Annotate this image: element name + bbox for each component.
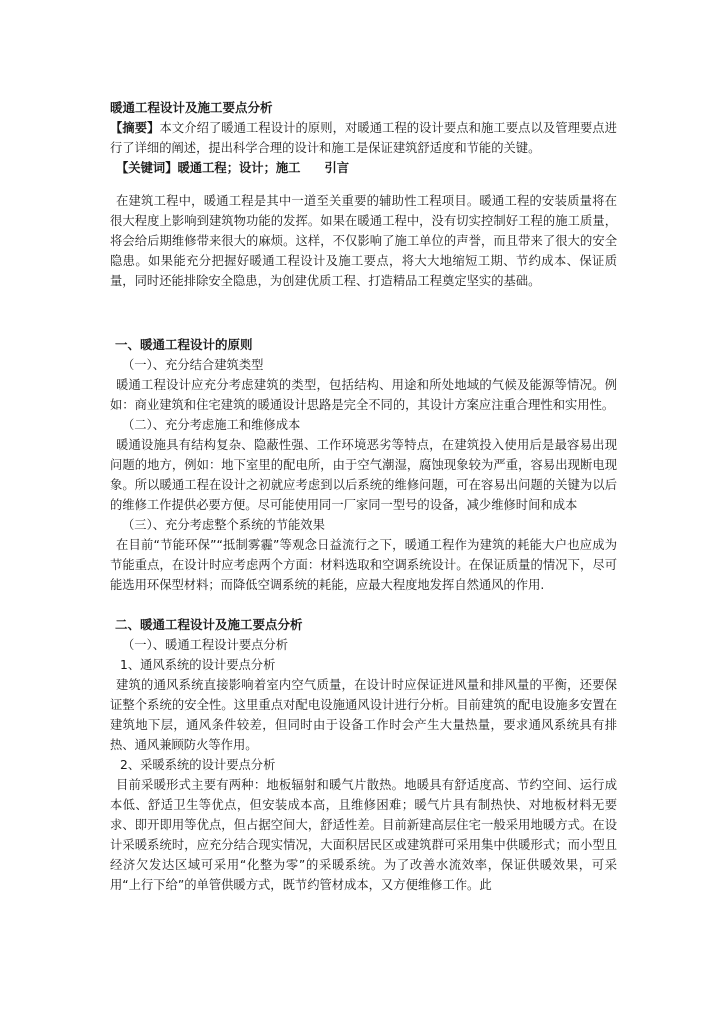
section1-item1-heading: （一）、充分结合建筑类型: [122, 358, 264, 372]
section1-item3-heading: （三）、充分考虑整个系统的节能效果: [122, 518, 325, 532]
section2-item2-heading: 2、采暖系统的设计要点分析: [120, 758, 276, 772]
section2-item2-text: 目前采暖形式主要有两种：地板辐射和暖气片散热。地暖具有舒适度高、节约空间、运行成本低、舒适卫生等优点，但安装成本高，且维修困难；暖气片具有制热快、对地板材料无要求、即开即用等优点，但占据空间大，舒适性差。目前新建高层住宅一般采用地暖方式。在设计采暖系统时，应充分结合现实情况，大面积居民区或建筑群可采用集中供暖形式；而小型且经济欠发达区域可采用“化整为零”的采暖系统。为了改善水流效率，保证供暖效果，可采用“上行下给”的单管供暖方式，既节约管材成本，又方便维修工作。此: [110, 778, 617, 892]
section2-item1-text: 建筑的通风系统直接影响着室内空气质量，在设计时应保证进风量和排风量的平衡，还要保证整个系统的安全性。这里重点对配电设施通风设计进行分析。目前建筑的配电设施多安置在建筑地下层，通风条件较差，但同时由于设备工作时会产生大量热量，要求通风系统具有排热、通风兼顾防火等作用。: [110, 678, 617, 752]
intro-paragraph: 在建筑工程中，暖通工程是其中一道至关重要的辅助性工程项目。暖通工程的安装质量将在很大程度上影响到建筑物功能的发挥。如果在暖通工程中，没有切实控制好工程的施工质量，将会给后期维修带来很大的麻烦。这样，不仅影响了施工单位的声誉，而且带来了很大的安全隐患。如果能充分把握好暖通工程设计及施工要点，将大大地缩短工期、节约成本、保证质量，同时还能排除安全隐患，为创建优质工程、打造精品工程奠定坚实的基础。: [110, 194, 617, 288]
section2-item1-heading: 1、通风系统的设计要点分析: [120, 658, 276, 672]
keywords-label: 【关键词】: [116, 161, 178, 175]
section1-heading: 一、暖通工程设计的原则: [115, 337, 253, 352]
section2-subheading: （一）、暖通工程设计要点分析: [122, 638, 289, 652]
section1-item2-text: 暖通设施具有结构复杂、隐蔽性强、工作环境恶劣等特点，在建筑投入使用后是最容易出现问题的地方，例如：地下室里的配电所，由于空气潮湿，腐蚀现象较为严重，容易出现断电现象。所以暖通工程在设计之初就应考虑到以后系统的维修问题，可在容易出问题的关键为以后的维修工作提供必要方便。尽可能使用同一厂家同一型号的设备，减少维修时间和成本: [110, 438, 617, 512]
keywords-text: 暖通工程；设计；施工: [177, 161, 301, 175]
intro-heading: 引言: [324, 161, 350, 175]
abstract-paragraph: [110, 118, 617, 158]
keywords-line: [110, 158, 617, 178]
section1-item2-heading: （二）、充分考虑施工和维修成本: [122, 418, 301, 432]
document-title: 暖通工程设计及施工要点分析: [110, 100, 273, 115]
abstract-text: 本文介绍了暖通工程设计的原则，对暖通工程的设计要点和施工要点以及管理要点进行了详细的阐述，提出科学合理的设计和施工是保证建筑舒适度和节能的关键。: [110, 121, 617, 155]
section1-item3-text: 在目前“节能环保”“抵制雾霾”等观念日益流行之下，暖通工程作为建筑的耗能大户也应成为节能重点，在设计时应考虑两个方面：材料选取和空调系统设计。在保证质量的情况下，尽可能选用环保型材料；而降低空调系统的耗能，应最大程度地发挥自然通风的作用.: [110, 538, 617, 592]
abstract-label: 【摘要】: [110, 121, 160, 135]
document-page: [110, 98, 617, 895]
section1-item1-text: 暖通工程设计应充分考虑建筑的类型，包括结构、用途和所处地域的气候及能源等情况。例如：商业建筑和住宅建筑的暖通设计思路是完全不同的，其设计方案应注重合理性和实用性。: [110, 378, 617, 412]
section2-heading: 二、暖通工程设计及施工要点分析: [115, 617, 303, 632]
